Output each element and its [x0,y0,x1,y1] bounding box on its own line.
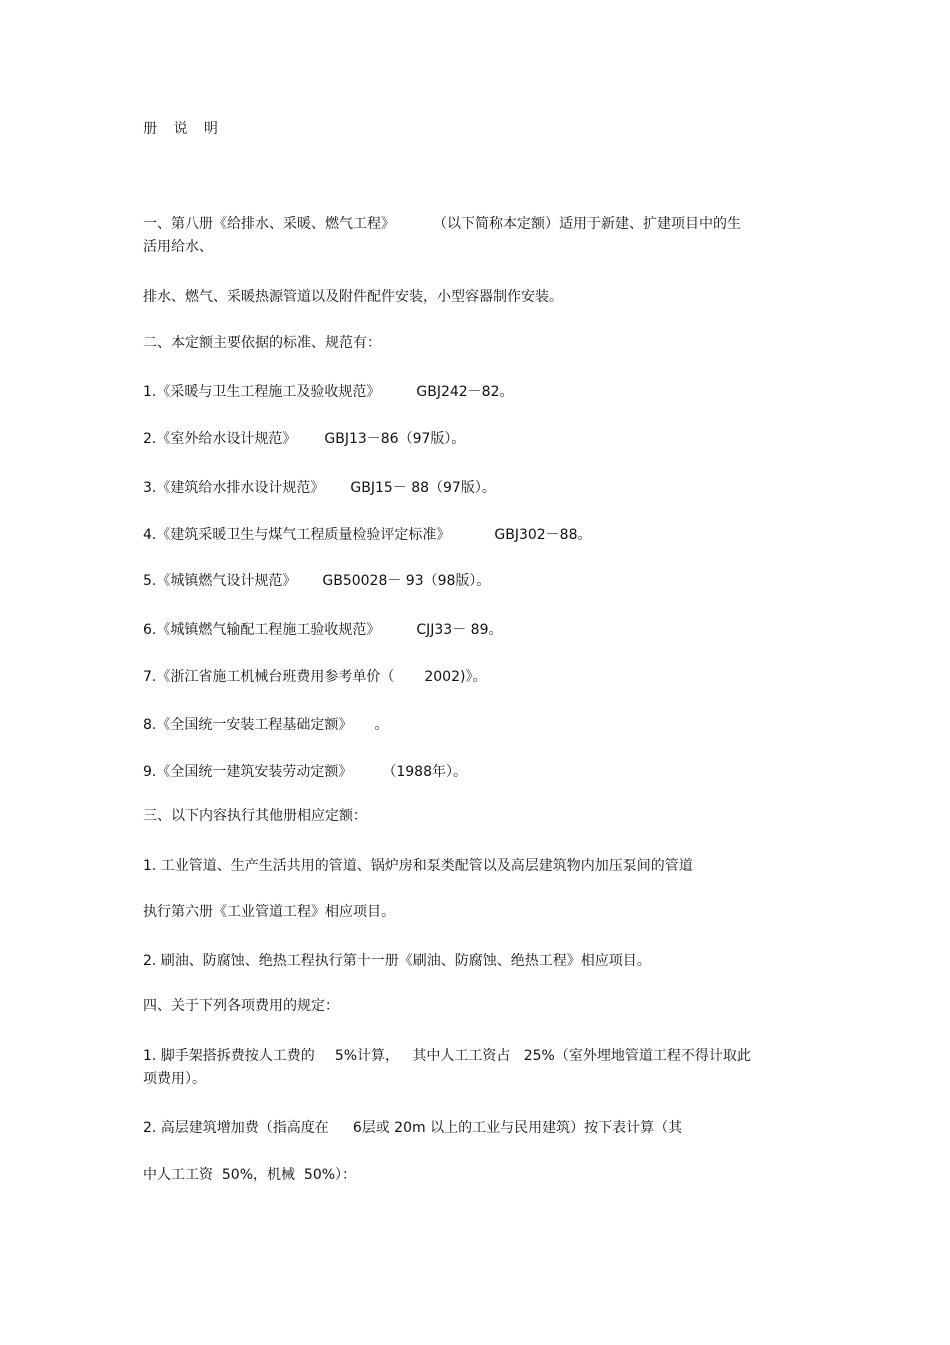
list-item [143,856,693,876]
text-segment: 2002)》。 [424,669,487,685]
list-item [143,667,486,687]
text-segment: 6.《城镇燃气输配工程施工验收规范》 [143,622,381,638]
text-segment: 3.《建筑给水排水设计规范》 [143,480,325,496]
text-segment: GBJ242－82。 [416,384,514,400]
list-item [143,429,465,449]
text-segment: （以下简称本定额）适用于新建、扩建项目中的生 [433,216,741,232]
text-segment: 四、关于下列各项费用的规定： [143,998,339,1014]
list-item [143,382,513,402]
list-item [143,571,490,591]
list-item [143,951,651,971]
list-item [143,762,467,782]
text-segment: 三、以下内容执行其他册相应定额： [143,808,367,824]
text-line [143,237,213,257]
text-segment: 5.《城镇燃气设计规范》 [143,573,297,589]
text-line [143,287,563,307]
text-segment: （1988年）。 [382,764,467,780]
text-segment: 1.《采暖与卫生工程施工及验收规范》 [143,384,381,400]
text-segment: 1. 工业管道、生产生活共用的管道、锅炉房和泵类配管以及高层建筑物内加压泵间的管道 [143,858,693,874]
text-segment: 活用给水、 [143,239,213,255]
text-segment: 2. 刷油、防腐蚀、绝热工程执行第十一册《刷油、防腐蚀、绝热工程》相应项目。 [143,953,651,969]
text-line [143,1165,356,1185]
text-line [143,902,395,922]
text-segment: 9.《全国统一建筑安装劳动定额》 [143,764,353,780]
section-heading [143,333,381,353]
text-segment: 中人工工资 50%，机械 50%）： [143,1167,357,1183]
text-segment: 1. 脚手架搭拆费按人工费的 [143,1048,315,1064]
text-line [143,1069,206,1089]
text-segment: 。 [374,717,389,733]
text-segment: 5%计算， 其中人工工资占 25%（室外埋地管道工程不得计取此 [334,1048,751,1064]
text-segment: 排水、燃气、采暖热源管道以及附件配件安装，小型容器制作安装。 [143,289,563,305]
section-heading [143,806,367,826]
text-segment: 2.《室外给水设计规范》 [143,431,297,447]
text-segment: GBJ15－ 88（97版）。 [350,480,496,496]
list-item [143,525,591,545]
text-segment: 2. 高层建筑增加费（指高度在 [143,1120,329,1136]
text-segment: 7.《浙江省施工机械台班费用参考单价（ [143,669,395,685]
list-item [143,1118,682,1138]
text-segment: 4.《建筑采暖卫生与煤气工程质量检验评定标准》 [143,527,451,543]
text-segment: 执行第六册《工业管道工程》相应项目。 [143,904,395,920]
text-segment: 8.《全国统一安装工程基础定额》 [143,717,353,733]
list-item [143,715,388,735]
text-segment: 6层或 20m 以上的工业与民用建筑）按下表计算（其 [352,1120,683,1136]
list-item [143,620,502,640]
text-segment: 项费用）。 [143,1071,206,1087]
list-item [143,1046,751,1066]
text-segment: GB50028－ 93（98版）。 [322,573,491,589]
section-heading [143,996,339,1016]
text-segment: 二、本定额主要依据的标准、规范有： [143,335,381,351]
page-title: 册 说 明 [143,121,224,137]
text-segment: GBJ13－86（97版）。 [324,431,466,447]
text-segment: CJJ33－ 89。 [416,622,503,638]
text-segment: 一、第八册《给排水、采暖、燃气工程》 [143,216,395,232]
text-segment: GBJ302－88。 [494,527,592,543]
list-item [143,478,496,498]
text-line [143,214,741,234]
